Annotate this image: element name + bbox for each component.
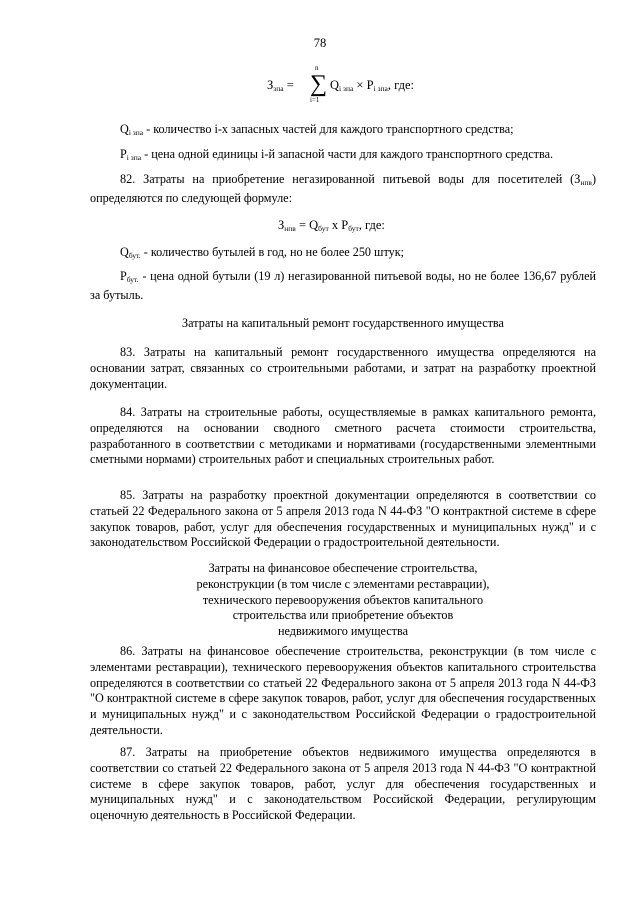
heading-line: реконструкции (в том числе с элементами реставрации), xyxy=(196,576,490,591)
definition-q-bottles xyxy=(90,245,596,264)
formula-times: × xyxy=(356,78,364,92)
formula-spare-parts-cost xyxy=(267,78,294,97)
formula-equals: = xyxy=(286,78,294,92)
def-text: - количество бутылей в год, но не более 250 штук; xyxy=(140,245,405,259)
def-symbol: P xyxy=(120,269,127,283)
p82-tail: ) определяются по следующей формуле: xyxy=(90,172,596,205)
sum-lower-limit: i=1 xyxy=(310,96,320,104)
def-symbol: Q xyxy=(120,245,129,259)
formula-p-subscript: i зпа xyxy=(373,84,388,93)
def-symbol: P xyxy=(120,147,127,161)
def-text: - количество i-х запасных частей для каждого транспортного средства; xyxy=(143,122,514,136)
formula-p: P xyxy=(366,78,374,92)
paragraph-84 xyxy=(90,405,596,468)
formula-water-cost xyxy=(278,218,385,237)
paragraph-82 xyxy=(90,172,596,207)
paragraph-87 xyxy=(90,745,596,824)
formula-spare-parts-terms xyxy=(330,78,414,97)
paragraph-83 xyxy=(90,345,596,392)
p82-text: 82. Затраты на приобретение негазированной питьевой воды для посетителей (З xyxy=(120,172,581,186)
p84-text: 84. Затраты на строительные работы, осуществляемые в рамках капитального ремонта, определяются на основании сводного сметного расчета стоимости строительства, разработанного в соответствии с методиками и нормативами (государственными элементными сметными нормами) строительных работ и специальных строительных работ. xyxy=(90,405,596,467)
formula-x: х P xyxy=(328,218,349,232)
p85-text: 85. Затраты на разработку проектной документации определяются в соответствии со статьей 22 Федерального закона от 5 апреля 2013 года N 44-ФЗ "О контрактной системе в сфере закупок товаров, работ, услуг для обеспечения государственных и муниципальных нужд" и с законодательством Российской Федерации о градостроительной деятельности. xyxy=(90,488,596,550)
formula-mid: = Q xyxy=(295,218,319,232)
paragraph-85 xyxy=(90,488,596,551)
section-heading-construction-financing xyxy=(90,561,596,640)
def-text: - цена одной бутыли (19 л) негазированной питьевой воды, но не более 136,67 рублей за бутыль. xyxy=(90,269,596,302)
def-subscript: бут. xyxy=(126,275,139,284)
summation-symbol xyxy=(308,63,328,105)
formula-tail: , где: xyxy=(387,78,414,92)
heading-line: Затраты на финансовое обеспечение строительства, xyxy=(208,561,478,575)
definition-q-spare-parts xyxy=(90,122,596,141)
section-heading-capital-repair: Затраты на капитальный ремонт государственного имущества xyxy=(182,316,504,330)
def-subscript: бут. xyxy=(128,251,141,260)
paragraph-86 xyxy=(90,644,596,739)
heading-line: строительства или приобретение объектов xyxy=(232,608,454,623)
def-text: - цена одной единицы i-й запасной части для каждого транспортного средства. xyxy=(141,147,554,161)
page-number: 78 xyxy=(313,36,327,50)
formula-q-subscript: i зпа xyxy=(339,84,354,93)
p82-subscript: нпв xyxy=(580,178,592,187)
formula-tail: , где: xyxy=(358,218,385,232)
definition-p-spare-parts xyxy=(90,147,596,166)
heading-line: недвижимого имущества xyxy=(278,624,408,639)
p87-text: 87. Затраты на приобретение объектов недвижимого имущества определяются в соответствии со статьей 22 Федерального закона от 5 апреля 2013 года N 44-ФЗ "О контрактной системе в сфере закупок товаров, работ, услуг для обеспечения государственных и муниципальных нужд" и с законодательством Российской Федерации, регулирующим оценочную деятельность в Российской Федерации. xyxy=(90,745,596,823)
formula-lhs-subscript: зпа xyxy=(273,84,284,93)
p83-text: 83. Затраты на капитальный ремонт государственного имущества определяются на основании затрат, связанных со строительными работами, и затрат на разработку проектной документации. xyxy=(90,345,596,391)
sum-upper-limit: n xyxy=(315,64,319,72)
formula-q-subscript: бут xyxy=(318,224,329,233)
definition-p-bottles xyxy=(90,269,596,304)
def-subscript: i зпа xyxy=(128,128,144,137)
formula-q: Q xyxy=(330,78,340,92)
formula-lhs-subscript: нпв xyxy=(284,224,296,233)
p86-text: 86. Затраты на финансовое обеспечение строительства, реконструкции (в том числе с элементами реставрации), технического перевооружения объектов капитального строительства определяются в соответствии со статьей 22 Федерального закона от 5 апреля 2013 года N 44-ФЗ "О контрактной системе в сфере закупок товаров, работ, услуг для обеспечения государственных и муниципальных нужд" и с законодательством Российской Федерации о градостроительной деятельности. xyxy=(90,644,596,737)
def-symbol: Q xyxy=(120,122,129,136)
formula-lhs: З xyxy=(278,218,285,232)
sigma-icon: ∑ xyxy=(310,71,328,97)
formula-lhs: З xyxy=(267,78,274,92)
heading-line: технического перевооружения объектов капитального xyxy=(202,592,484,607)
formula-p-subscript: бут xyxy=(348,224,359,233)
def-subscript: i зпа xyxy=(126,153,142,162)
